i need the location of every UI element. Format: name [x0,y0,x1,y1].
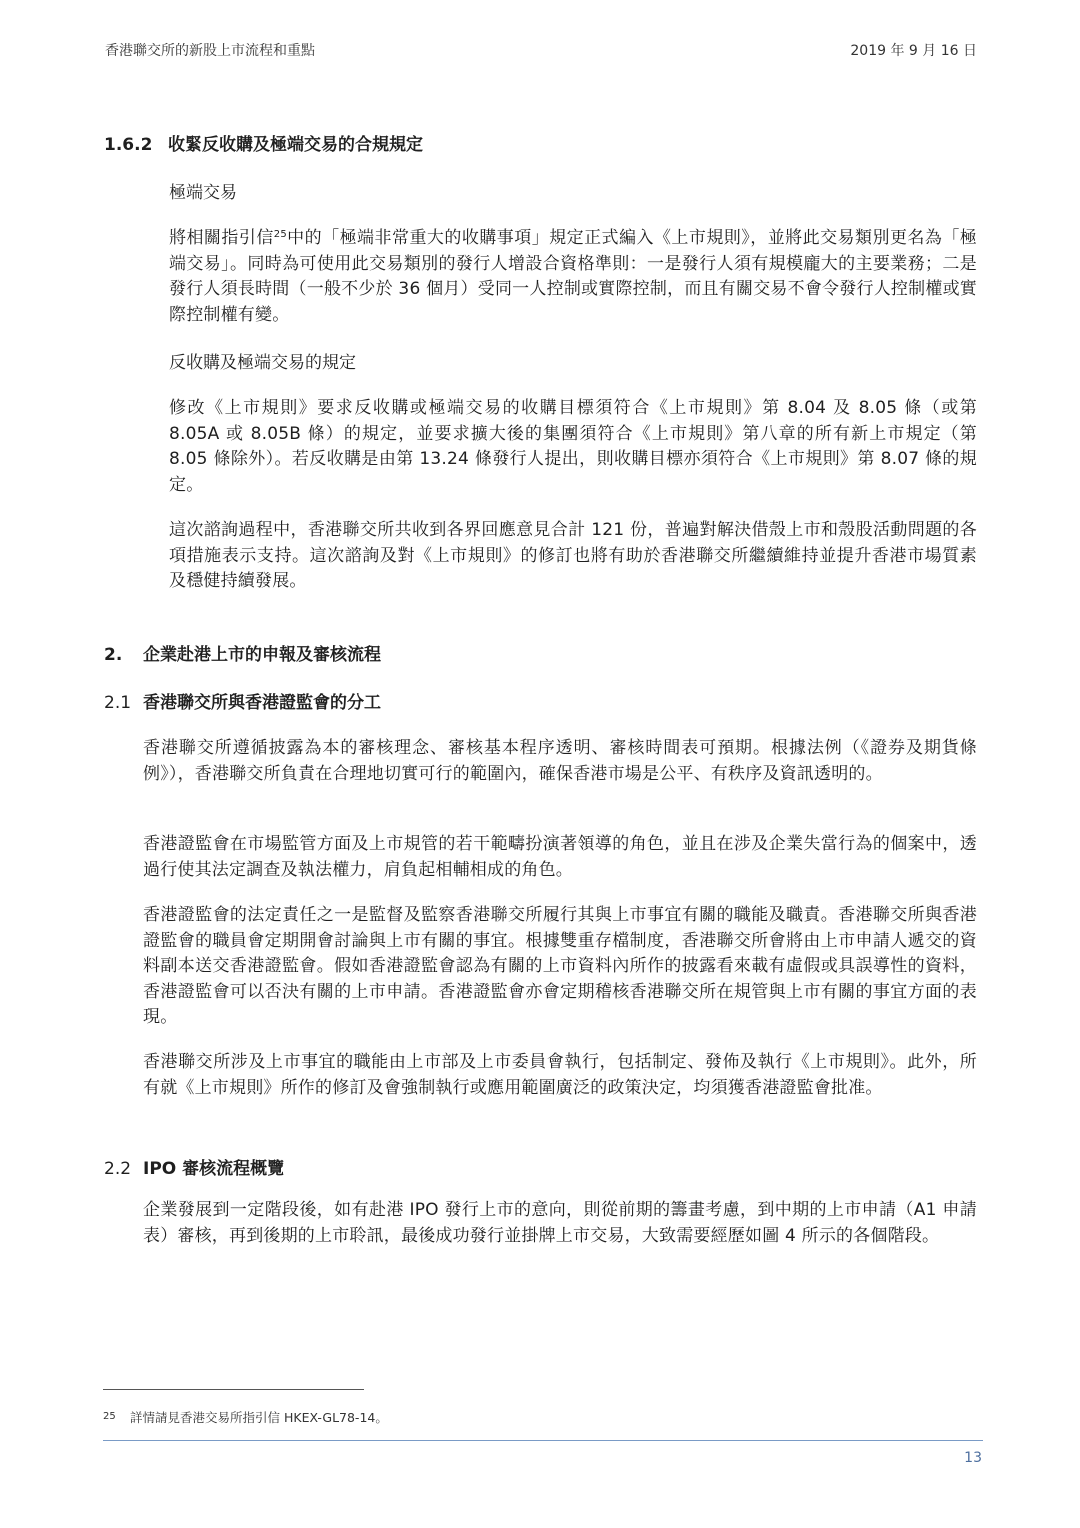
footnote-divider [103,1389,364,1390]
section-title: IPO 審核流程概覽 [143,1159,285,1179]
paragraph-text: 將相關指引信 [169,228,274,248]
paragraph: 香港聯交所涉及上市事宜的職能由上市部及上市委員會執行，包括制定、發佈及執行《上市規則》。此外，所有就《上市規則》所作的修訂及會強制執行或應用範圍廣泛的政策決定，均須獲香港證監會批准。 [143,1052,977,1098]
header-title: 香港聯交所的新股上市流程和重點 [105,43,315,59]
paragraph: 企業發展到一定階段後，如有赴港 IPO 發行上市的意向，則從前期的籌畫考慮，到中期的上市申請（A1 申請表）審核，再到後期的上市聆訊，最後成功發行並掛牌上市交易，大致需要經歷如圖 4 所示的各個階段。 [143,1200,977,1246]
section-number: 2. [104,645,123,665]
paragraph: 修改《上市規則》要求反收購或極端交易的收購目標須符合《上市規則》第 8.04 及 8.05 條（或第 8.05A 或 8.05B 條）的規定，並要求擴大後的集團須符合《上市規則》第八章的所有新上市規定（第 8.05 條除外）。若反收購是由第 13.24 條發行人提出，則收購目標亦須符合《上市規則》第 8.07 條的規定。 [169,398,977,495]
paragraph [169,226,977,328]
section-2-1-heading [104,688,381,713]
page-number: 13 [964,1450,982,1466]
section-number: 2.2 [104,1159,132,1179]
section-1-6-2-heading [104,130,423,155]
section-number: 1.6.2 [104,135,153,155]
header-date: 2019 年 9 月 16 日 [850,43,977,59]
section-title: 企業赴港上市的申報及審核流程 [143,645,381,665]
section-2-heading [104,640,381,665]
paragraph-text: 中的「極端非常重大的收購事項」規定正式編入《上市規則》，並將此交易類別更名為「極端交易」。同時為可使用此交易類別的發行人增設合資格準則：一是發行人須有規模龐大的主要業務；二是發行人須長時間（一般不少於 36 個月）受同一人控制或實際控制，而且有關交易不會令發行人控制權或實際控制權有變。 [169,228,978,325]
subheading-extreme-transactions: 極端交易 [169,183,237,203]
footer-divider [103,1440,983,1441]
section-title: 香港聯交所與香港證監會的分工 [143,693,381,713]
footnote-ref: 25 [273,229,287,240]
paragraph: 這次諮詢過程中，香港聯交所共收到各界回應意見合計 121 份，普遍對解決借殼上市和殼股活動問題的各項措施表示支持。這次諮詢及對《上市規則》的修訂也將有助於香港聯交所繼續維持並提升香港市場質素及穩健持續發展。 [169,520,977,591]
paragraph: 香港證監會在市場監管方面及上市規管的若干範疇扮演著領導的角色，並且在涉及企業失當行為的個案中，透過行使其法定調查及執法權力，肩負起相輔相成的角色。 [143,834,977,880]
section-title: 收緊反收購及極端交易的合規規定 [168,135,423,155]
section-2-2-heading [104,1154,284,1179]
footnote [103,1408,388,1426]
section-number: 2.1 [104,693,132,713]
subheading-rto-rules: 反收購及極端交易的規定 [169,353,356,373]
paragraph: 香港聯交所遵循披露為本的審核理念、審核基本程序透明、審核時間表可預期。根據法例（《證券及期貨條例》），香港聯交所負責在合理地切實可行的範圍內，確保香港市場是公平、有秩序及資訊透明的。 [143,738,977,784]
footnote-text: 詳情請見香港交易所指引信 HKEX-GL78-14。 [130,1410,388,1425]
paragraph: 香港證監會的法定責任之一是監督及監察香港聯交所履行其與上市事宜有關的職能及職責。香港聯交所與香港證監會的職員會定期開會討論與上市有關的事宜。根據雙重存檔制度，香港聯交所會將由上市申請人遞交的資料副本送交香港證監會。假如香港證監會認為有關的上市資料內所作的披露看來載有虛假或具誤導性的資料，香港證監會可以否決有關的上市申請。香港證監會亦會定期稽核香港聯交所在規管與上市有關的事宜方面的表現。 [143,905,977,1027]
footnote-number: 25 [103,1411,116,1422]
